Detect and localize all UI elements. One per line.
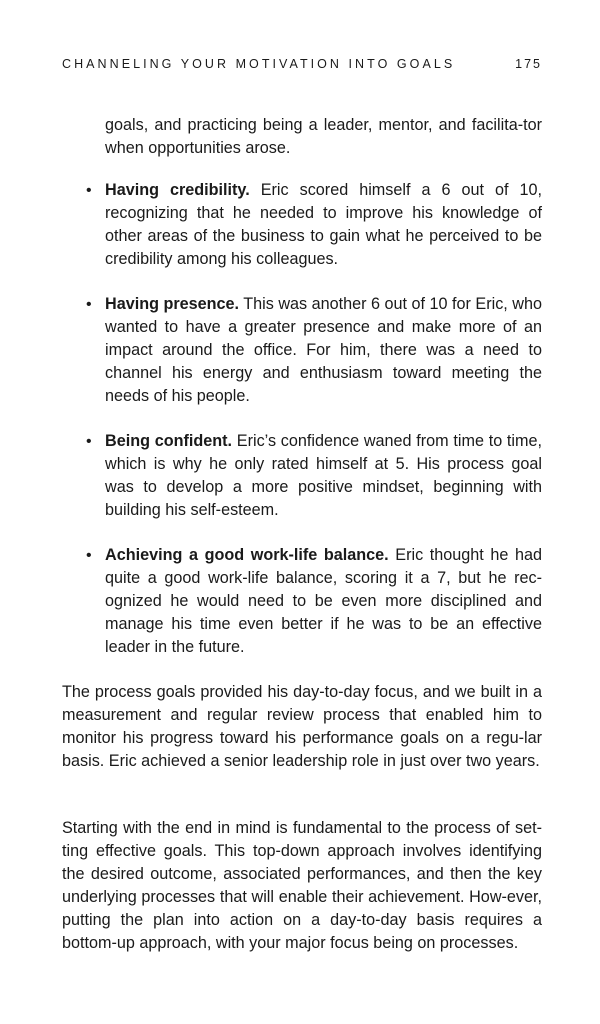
bullet-text (105, 293, 542, 408)
continuation-text: goals, and practicing being a leader, mentor, and facilita-tor when opportunities arose. (105, 116, 542, 157)
bullet-body: Eric scored himself a 6 out of 10, recognizing that he needed to improve his knowledge of other areas of the business to gain what he perceived to be credibility among his colleagues. (105, 181, 542, 268)
running-title: CHANNELING YOUR MOTIVATION INTO GOALS (62, 57, 456, 71)
bullet-dot-icon: • (86, 547, 92, 564)
bullet-body: Eric thought he had quite a good work-life balance, scoring it a 7, but he rec-ognized he would need to be even more disciplined and manage his time even better if he was to be an effective leader in the future. (105, 546, 543, 656)
body-paragraph: Starting with the end in mind is fundamental to the process of set-ting effective goals. This top-down approach involves identifying the desired outcome, associated performances, and then the key underlying processes that will enable their achievement. How-ever, putting the plan into action on a day-to-day basis requires a bottom-up approach, with your major focus being on processes. (62, 819, 542, 952)
bullet-lead: Having presence. (105, 295, 240, 313)
bullet-text (105, 179, 542, 271)
bullet-dot-icon: • (86, 296, 92, 313)
bullet-lead: Having credibility. (105, 181, 250, 199)
bullet-body: Eric’s confidence waned from time to time, which is why he only rated himself at 5. His process goal was to develop a more positive mindset, beginning with building his self-esteem. (105, 432, 543, 519)
page-number: 175 (515, 57, 542, 71)
bullet-text (105, 430, 542, 522)
bullet-item-presence (86, 293, 542, 408)
bullet-item-credibility (86, 179, 542, 271)
bullet-text (105, 544, 542, 659)
bullet-item-work-life-balance (86, 544, 543, 659)
bullet-item-confident (86, 430, 543, 522)
running-head (62, 57, 542, 71)
bullet-body: This was another 6 out of 10 for Eric, who wanted to have a greater presence and make more of an impact around the office. For him, there was a need to channel his energy and enthusiasm toward meeting the needs of his people. (105, 295, 542, 405)
bullet-dot-icon: • (86, 182, 92, 199)
bullet-dot-icon: • (86, 433, 92, 450)
bullet-lead: Being confident. (105, 432, 233, 450)
body-paragraph: The process goals provided his day-to-day focus, and we built in a measurement and regular review process that enabled him to monitor his progress toward his performance goals on a regu-lar basis. Eric achieved a senior leadership role in just over two years. (62, 683, 542, 770)
bullet-lead: Achieving a good work-life balance. (105, 546, 389, 564)
